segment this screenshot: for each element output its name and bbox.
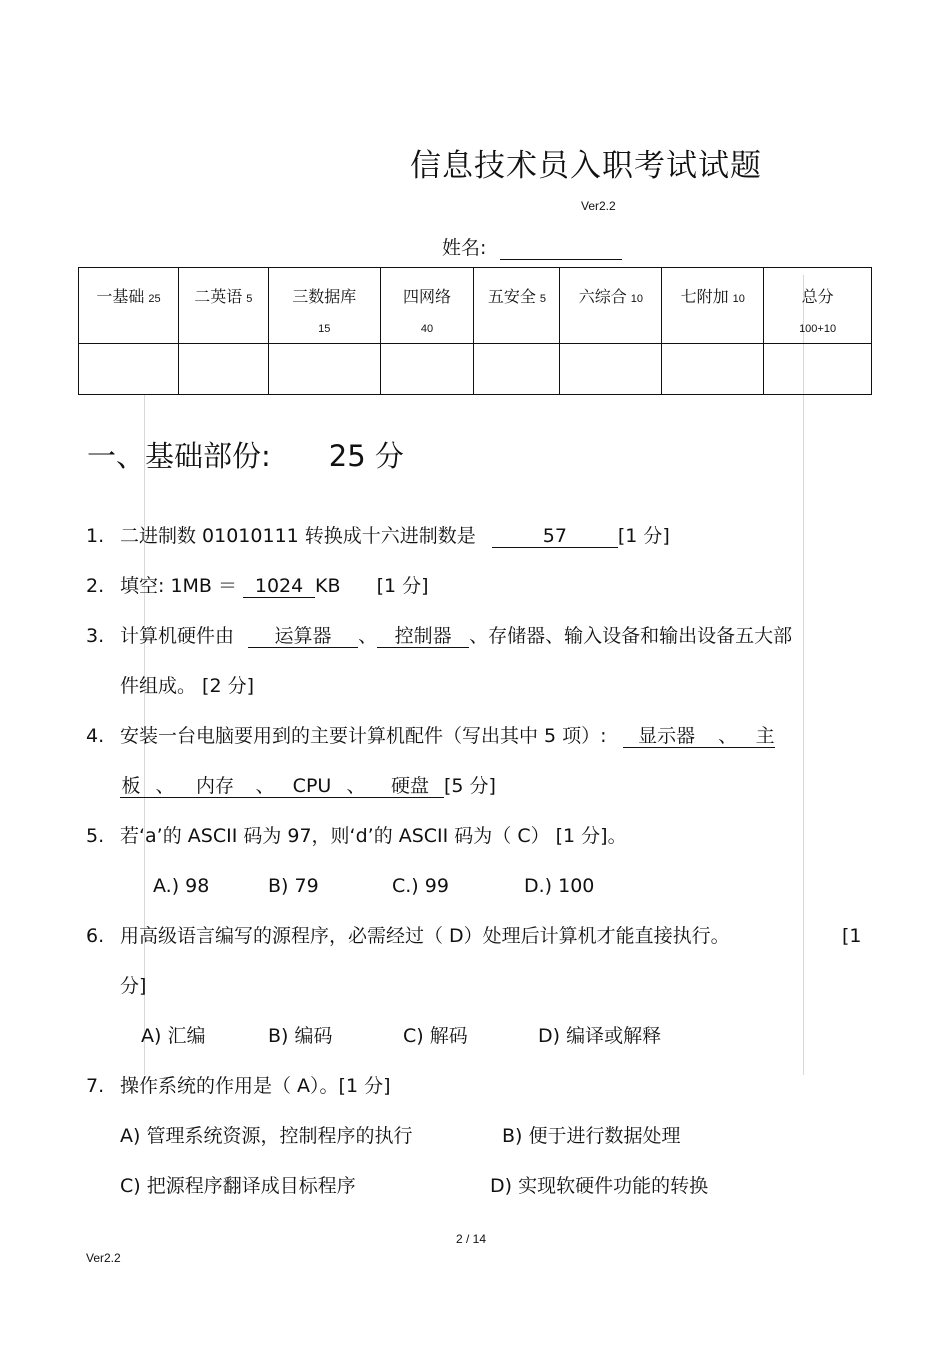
scan-line-right <box>803 275 804 1075</box>
option-b[interactable]: B) 79 <box>268 875 319 897</box>
name-row <box>442 233 622 260</box>
answer-blank[interactable]: CPU <box>288 775 336 798</box>
answer-blank[interactable]: 内存 <box>188 775 242 798</box>
option-d[interactable]: D) 编译或解释 <box>538 1025 662 1047</box>
option-c[interactable]: C) 把源程序翻译成目标程序 <box>120 1175 356 1197</box>
exam-title: 信息技术员入职考试试题 <box>410 148 762 184</box>
answer-blank[interactable]: 控制器 <box>377 625 469 648</box>
score-table-header-row <box>79 268 872 344</box>
answer-blank[interactable]: 显示器 <box>623 725 711 748</box>
question-3-continued: 件组成。 [2 分] <box>120 675 254 697</box>
option-c[interactable]: C.) 99 <box>392 875 449 897</box>
score-cell[interactable] <box>178 344 268 395</box>
question-6-continued: 分] <box>120 975 147 997</box>
score-cell[interactable] <box>560 344 662 395</box>
answer-blank[interactable]: 运算器 <box>248 625 358 648</box>
score-cell[interactable] <box>380 344 474 395</box>
page-number: 2 / 14 <box>456 1232 487 1246</box>
score-col-total: 总分 100+10 <box>764 268 872 344</box>
question-4-continued: 板 、 内存 、 CPU 、 硬盘 [5 分] <box>121 775 496 797</box>
score-table <box>78 267 872 395</box>
score-col-database: 三数据库 15 <box>268 268 380 344</box>
option-a[interactable]: A.) 98 <box>153 875 210 897</box>
answer-blank[interactable]: 硬盘 <box>376 775 444 798</box>
answer-blank[interactable]: 板 <box>121 775 141 797</box>
answer-blank[interactable]: 57 <box>492 525 618 548</box>
footer-version: Ver2.2 <box>86 1251 121 1265</box>
score-col-english: 二英语 5 <box>178 268 268 344</box>
score-col-general: 六综合 10 <box>560 268 662 344</box>
score-cell[interactable] <box>764 344 872 395</box>
answer-blank[interactable]: 1024 <box>243 575 315 598</box>
score-table-entry-row <box>79 344 872 395</box>
score-cell[interactable] <box>79 344 179 395</box>
option-b[interactable]: B) 便于进行数据处理 <box>502 1125 681 1147</box>
option-d[interactable]: D.) 100 <box>524 875 595 897</box>
option-c[interactable]: C) 解码 <box>403 1025 468 1047</box>
score-col-extra: 七附加 10 <box>662 268 764 344</box>
score-cell[interactable] <box>662 344 764 395</box>
score-col-network: 四网络 40 <box>380 268 474 344</box>
option-b[interactable]: B) 编码 <box>268 1025 333 1047</box>
score-col-security: 五安全 5 <box>474 268 560 344</box>
name-blank-line[interactable] <box>500 238 622 260</box>
score-col-basic: 一基础 25 <box>79 268 179 344</box>
section-heading: 一、基础部份: 25 分 <box>87 439 404 473</box>
name-label: 姓名: <box>442 237 487 259</box>
option-d[interactable]: D) 实现软硬件功能的转换 <box>490 1175 709 1197</box>
version-label: Ver2.2 <box>581 199 616 213</box>
score-cell[interactable] <box>268 344 380 395</box>
score-cell[interactable] <box>474 344 560 395</box>
option-a[interactable]: A) 管理系统资源，控制程序的执行 <box>120 1125 413 1147</box>
option-a[interactable]: A) 汇编 <box>141 1025 206 1047</box>
answer-blank[interactable]: 主 <box>745 725 775 748</box>
